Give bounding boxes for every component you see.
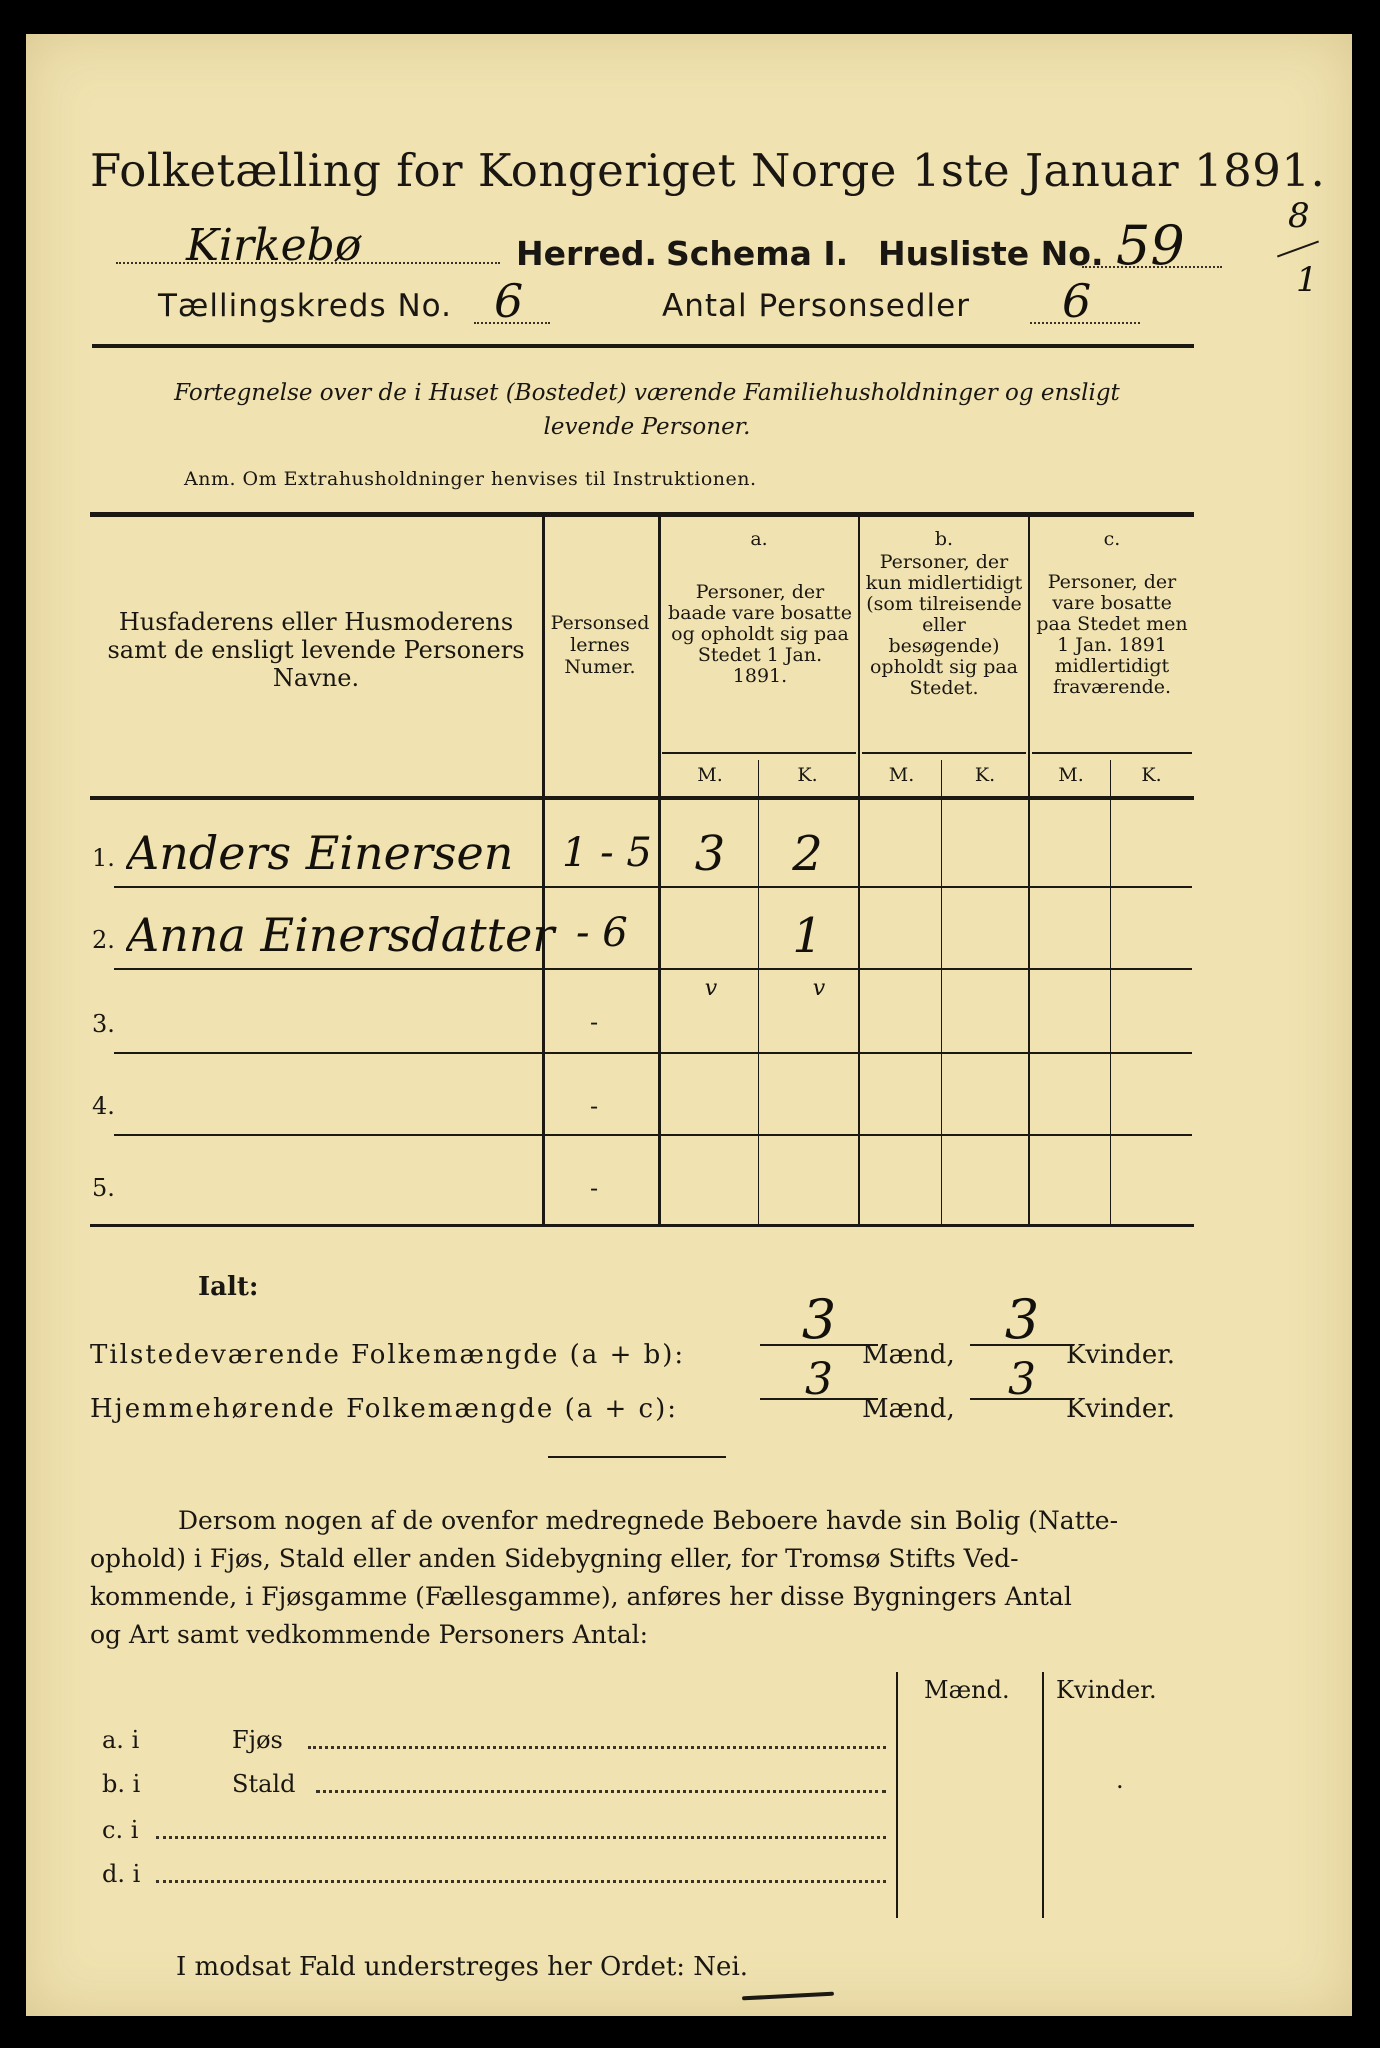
row-a-k: 1 — [792, 908, 823, 964]
col-line — [858, 516, 860, 1224]
row-numer: - — [590, 1174, 599, 1202]
col-head-numer: Personsedlernes Numer. — [550, 612, 650, 678]
building-dots — [308, 1746, 886, 1749]
ialt-label: Ialt: — [198, 1272, 259, 1302]
row-numer: 1 - 5 — [562, 830, 652, 876]
row-numer: - — [590, 1092, 599, 1120]
census-form — [26, 34, 1352, 2016]
row-name: Anders Einersen — [126, 826, 514, 880]
mk-rule — [662, 752, 856, 754]
schema-label: Schema I. — [666, 234, 849, 273]
table-bottom-rule — [90, 1224, 1194, 1227]
building-letter: a. i — [102, 1726, 140, 1754]
building-kvinder: . — [1116, 1766, 1124, 1794]
row-number: 2. — [92, 926, 115, 954]
buildings-kvinder-head: Kvinder. — [1056, 1676, 1157, 1704]
mk-rule — [862, 752, 1026, 754]
buildings-col-line — [896, 1672, 898, 1918]
row-number: 1. — [92, 844, 115, 872]
row-numer: - 6 — [576, 910, 628, 956]
row-name: Anna Einersdatter — [126, 908, 555, 962]
total-line2-kvinder-word: Kvinder. — [1066, 1394, 1176, 1424]
total-line1-maend: 3 — [801, 1288, 837, 1351]
col-head-b-k: K. — [974, 764, 996, 786]
buildings-para-line4: og Art samt vedkommende Personers Antal: — [90, 1620, 649, 1649]
footer-instruction: I modsat Fald understreges her Ordet: Nei. — [176, 1952, 749, 1982]
nei-underline-mark — [742, 1992, 834, 2001]
col-head-a-k: K. — [797, 764, 818, 786]
col-head-b-letter: b. — [934, 528, 954, 550]
building-dots — [156, 1836, 886, 1839]
total-line1-maend-word: Mænd, — [862, 1340, 955, 1370]
col-line — [658, 516, 661, 1224]
form-title: Folketælling for Kongeriget Norge 1ste Januar 1891. — [90, 144, 1326, 197]
row-rule — [114, 1134, 1192, 1136]
buildings-para-line3: kommende, i Fjøsgamme (Fællesgamme), anføres her disse Bygningers Antal — [90, 1582, 1072, 1611]
col-head-a-text: Personer, der baade vare bosatte og opholdt sig paa Stedet 1 Jan. 1891. — [668, 581, 852, 687]
total-line2-label: Hjemmehørende Folkemængde (a + c): — [90, 1394, 678, 1424]
intro-line1: Fortegnelse over de i Huset (Bostedet) værende Familiehusholdninger og ensligt — [174, 380, 1120, 406]
total-line1-kvinder: 3 — [1004, 1288, 1040, 1351]
col-head-a-letter: a. — [750, 528, 768, 550]
row-rule — [114, 1052, 1192, 1054]
anm-note: Anm. Om Extrahusholdninger henvises til Instruktionen. — [184, 468, 757, 490]
total-line1-label: Tilstedeværende Folkemængde (a + b): — [90, 1340, 686, 1370]
buildings-maend-head: Mænd. — [924, 1676, 1010, 1704]
col-head-c-text: Personer, der vare bosatte paa Stedet men 1 Jan. 1891 midlertidigt fraværende. — [1036, 571, 1188, 698]
antal-value: 6 — [1062, 274, 1092, 328]
col-head-c-letter: c. — [1103, 528, 1121, 550]
col-line — [941, 760, 942, 1224]
taellingskreds-value: 6 — [494, 274, 524, 328]
herred-label: Herred. — [516, 234, 658, 273]
building-letter: d. i — [102, 1860, 141, 1888]
antal-label: Antal Personsedler — [662, 288, 970, 324]
building-label: Stald — [232, 1770, 296, 1798]
total-line1-kvinder-word: Kvinder. — [1066, 1340, 1176, 1370]
buildings-para-line2: ophold) i Fjøs, Stald eller anden Sidebygning eller, for Tromsø Stifts Ved- — [90, 1544, 1019, 1573]
corner-note-bottom: 1 — [1296, 260, 1318, 300]
header-divider — [92, 344, 1194, 348]
col-head-names: Husfaderens eller Husmoderens samt de ensligt levende Personers Navne. — [107, 608, 525, 692]
row-number: 4. — [92, 1092, 115, 1120]
husliste-label: Husliste No. — [878, 234, 1104, 273]
buildings-para-line1: Dersom nogen af de ovenfor medregnede Beboere havde sin Bolig (Natte- — [178, 1506, 1119, 1535]
col-line — [542, 516, 545, 1224]
row-a-k: v — [812, 976, 826, 1001]
row-numer: - — [590, 1008, 599, 1036]
corner-note-line — [1277, 241, 1319, 258]
building-letter: b. i — [102, 1770, 141, 1798]
col-head-b-m: M. — [888, 764, 915, 786]
taellingskreds-label: Tællingskreds No. — [158, 288, 452, 324]
total-line2-maend-word: Mænd, — [862, 1394, 955, 1424]
col-head-c-k: K. — [1141, 764, 1162, 786]
building-dots — [156, 1880, 886, 1883]
corner-note-top: 8 — [1288, 196, 1310, 236]
row-a-k: 2 — [792, 826, 823, 882]
building-letter: c. i — [102, 1816, 139, 1844]
building-label: Fjøs — [232, 1726, 283, 1754]
herred-value: Kirkebø — [186, 220, 362, 271]
row-number: 5. — [92, 1174, 115, 1202]
row-rule — [114, 968, 1192, 970]
total-line2-kvinder: 3 — [1008, 1354, 1036, 1405]
row-rule — [114, 886, 1192, 888]
total-line2-maend: 3 — [805, 1354, 833, 1405]
mk-rule — [1032, 752, 1192, 754]
col-head-b-text: Personer, der kun midlertidigt (som tilreisende eller besøgende) opholdt sig paa Stedet. — [865, 551, 1023, 699]
col-head-a-m: M. — [697, 764, 723, 786]
intro-line2: levende Personer. — [543, 414, 751, 440]
buildings-col-line — [1042, 1672, 1044, 1918]
col-line — [1110, 760, 1111, 1224]
husliste-value: 59 — [1116, 214, 1185, 277]
col-line — [1028, 516, 1030, 1224]
row-a-m: v — [704, 976, 718, 1001]
building-dots — [316, 1790, 886, 1793]
row-number: 3. — [92, 1010, 115, 1038]
section-divider — [548, 1456, 726, 1458]
row-a-m: 3 — [694, 826, 726, 882]
col-head-c-m: M. — [1058, 764, 1084, 786]
